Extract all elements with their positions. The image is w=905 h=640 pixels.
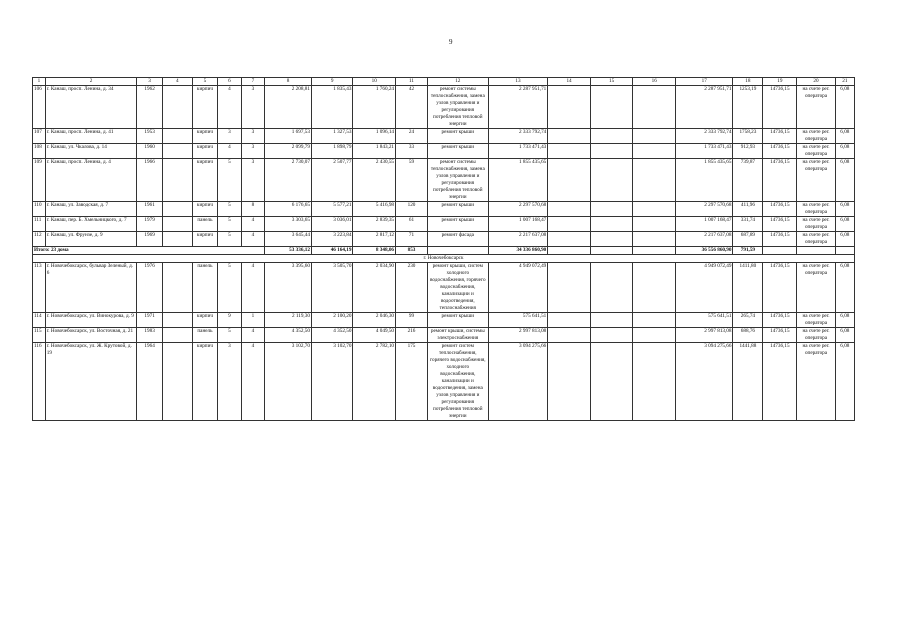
cell-works: ремонт фасада xyxy=(427,232,488,247)
cell-area-living: 3 102,70 xyxy=(311,343,353,421)
cell-c4 xyxy=(162,159,192,202)
cell-max-cost: 14736,15 xyxy=(763,202,797,217)
total-area-living: 46 164,19 xyxy=(311,247,353,255)
cell-floors: 5 xyxy=(218,159,241,202)
cell-num: 112 xyxy=(33,232,46,247)
cell-c15 xyxy=(590,263,633,313)
table-row xyxy=(33,217,855,232)
cell-c4 xyxy=(162,86,192,129)
column-number-cell: 13 xyxy=(488,78,548,86)
cell-year: 1979 xyxy=(137,217,163,232)
cell-area-total: 3 645,44 xyxy=(265,232,312,247)
cell-cost: 2 217 637,08 xyxy=(488,232,548,247)
cell-cost2: 2 997 813,08 xyxy=(676,328,733,343)
table-row xyxy=(33,328,855,343)
cell-area-total: 2 208,81 xyxy=(265,86,312,129)
cell-entrances: 3 xyxy=(241,129,264,144)
cell-address: г. Новочебоксарск, ул. Восточная, д. 21 xyxy=(45,328,137,343)
cell-cost2: 2 287 951,71 xyxy=(676,86,733,129)
total-empty xyxy=(548,247,591,255)
cell-cost: 1 855 435,65 xyxy=(488,159,548,202)
cell-works: ремонт крыши, систем холодного водоснабжения, горячего водоснабжения, канализации и водоотведения, теплоснабжения xyxy=(427,263,488,313)
cell-year-end: 6,08 xyxy=(835,129,854,144)
column-number-cell: 21 xyxy=(835,78,854,86)
total-label: Итого: 23 дома xyxy=(33,247,265,255)
cell-cost: 575 641,51 xyxy=(488,313,548,328)
cell-year-end: 6,08 xyxy=(835,202,854,217)
cell-area-res: 2 046,30 xyxy=(353,313,396,328)
cell-year-end: 6,08 xyxy=(835,343,854,421)
cell-area-total: 3 102,70 xyxy=(265,343,312,421)
cell-floors: 4 xyxy=(218,144,241,159)
cell-material: панель xyxy=(192,328,218,343)
column-number-cell: 10 xyxy=(353,78,396,86)
cell-works: ремонт систем теплоснабжения, горячего водоснабжения, холодного водоснабжения, канализации и водоотведения, замена узлов управления и регулирования потребления тепловой энергии xyxy=(427,343,488,421)
cell-cost2: 1 007 168,47 xyxy=(676,217,733,232)
column-number-cell: 16 xyxy=(633,78,676,86)
column-number-cell: 8 xyxy=(265,78,312,86)
cell-c16 xyxy=(633,202,676,217)
cell-material: кирпич xyxy=(192,232,218,247)
repair-register-table xyxy=(32,77,855,421)
cell-year: 1969 xyxy=(137,232,163,247)
table-row xyxy=(33,202,855,217)
column-number-cell: 11 xyxy=(396,78,428,86)
table-row xyxy=(33,313,855,328)
cell-works: ремонт системы теплоснабжения, замена узлов управления и регулирования потребления тепловой энергии xyxy=(427,86,488,129)
cell-area-living: 4 352,50 xyxy=(311,328,353,343)
cell-c14 xyxy=(548,313,591,328)
cell-area-res: 2 034,90 xyxy=(353,263,396,313)
cell-c4 xyxy=(162,144,192,159)
cell-c16 xyxy=(633,263,676,313)
cell-c14 xyxy=(548,202,591,217)
column-number-cell: 4 xyxy=(162,78,192,86)
cell-c14 xyxy=(548,217,591,232)
cell-area-res: 1 843,21 xyxy=(353,144,396,159)
table-row xyxy=(33,86,855,129)
column-number-cell: 15 xyxy=(590,78,633,86)
cell-max-cost: 14736,15 xyxy=(763,232,797,247)
cell-c4 xyxy=(162,313,192,328)
cell-area-total: 2 119,30 xyxy=(265,313,312,328)
cell-cost: 1 733 471,43 xyxy=(488,144,548,159)
cell-floors: 9 xyxy=(218,313,241,328)
column-number-cell: 17 xyxy=(676,78,733,86)
cell-max-cost: 14736,15 xyxy=(763,129,797,144)
cell-cost: 3 094 275,66 xyxy=(488,343,548,421)
cell-floors: 5 xyxy=(218,263,241,313)
cell-entrances: 3 xyxy=(241,86,264,129)
column-number-cell: 19 xyxy=(763,78,797,86)
cell-num: 116 xyxy=(33,343,46,421)
cell-area-res: 2 839,35 xyxy=(353,217,396,232)
cell-entrances: 1 xyxy=(241,313,264,328)
cell-year: 1971 xyxy=(137,313,163,328)
page-number: 9 xyxy=(449,38,453,46)
cell-num: 111 xyxy=(33,217,46,232)
cell-c15 xyxy=(590,217,633,232)
cell-source: на счете рег. оператора xyxy=(797,144,835,159)
cell-area-total: 2 730,07 xyxy=(265,159,312,202)
cell-entrances: 8 xyxy=(241,202,264,217)
table-row xyxy=(33,343,855,421)
column-number-cell: 9 xyxy=(311,78,353,86)
cell-area-total: 1 697,53 xyxy=(265,129,312,144)
cell-per-m2: 739,87 xyxy=(733,159,763,202)
cell-num: 114 xyxy=(33,313,46,328)
cell-floors: 3 xyxy=(218,343,241,421)
cell-num: 110 xyxy=(33,202,46,217)
cell-residents: 99 xyxy=(396,313,428,328)
cell-num: 113 xyxy=(33,263,46,313)
cell-address: г. Канаш, просп. Ленина, д. 4 xyxy=(45,159,137,202)
cell-area-res: 4 049,50 xyxy=(353,328,396,343)
cell-max-cost: 14736,15 xyxy=(763,217,797,232)
cell-cost2: 3 094 275,66 xyxy=(676,343,733,421)
cell-entrances: 4 xyxy=(241,263,264,313)
cell-per-m2: 331,74 xyxy=(733,217,763,232)
cell-entrances: 4 xyxy=(241,217,264,232)
cell-max-cost: 14736,15 xyxy=(763,159,797,202)
cell-source: на счете рег. оператора xyxy=(797,263,835,313)
cell-per-m2: 1253,19 xyxy=(733,86,763,129)
cell-source: на счете рег. оператора xyxy=(797,217,835,232)
cell-source: на счете рег. оператора xyxy=(797,86,835,129)
cell-floors: 3 xyxy=(218,129,241,144)
cell-year-end: 6,08 xyxy=(835,328,854,343)
column-number-cell: 20 xyxy=(797,78,835,86)
cell-entrances: 4 xyxy=(241,232,264,247)
cell-area-res: 5 416,98 xyxy=(353,202,396,217)
cell-source: на счете рег. оператора xyxy=(797,343,835,421)
cell-c16 xyxy=(633,343,676,421)
cell-c4 xyxy=(162,343,192,421)
cell-works: ремонт крыши xyxy=(427,217,488,232)
cell-cost2: 2 297 570,68 xyxy=(676,202,733,217)
cell-year-end: 6,08 xyxy=(835,159,854,202)
cell-residents: 216 xyxy=(396,328,428,343)
cell-area-living: 1 327,53 xyxy=(311,129,353,144)
cell-address: г. Новочебоксарск, ул. Винокурова, д. 9 xyxy=(45,313,137,328)
cell-max-cost: 14736,15 xyxy=(763,313,797,328)
cell-c4 xyxy=(162,217,192,232)
cell-c4 xyxy=(162,129,192,144)
cell-entrances: 4 xyxy=(241,343,264,421)
cell-year: 1953 xyxy=(137,129,163,144)
cell-floors: 5 xyxy=(218,328,241,343)
cell-source: на счете рег. оператора xyxy=(797,328,835,343)
cell-cost2: 2 217 637,08 xyxy=(676,232,733,247)
cell-max-cost: 14736,15 xyxy=(763,86,797,129)
cell-material: кирпич xyxy=(192,159,218,202)
total-row xyxy=(33,247,855,255)
cell-c16 xyxy=(633,159,676,202)
cell-area-res: 1 760,24 xyxy=(353,86,396,129)
cell-works: ремонт крыши, системы электроснабжения xyxy=(427,328,488,343)
column-number-cell: 12 xyxy=(427,78,488,86)
cell-material: панель xyxy=(192,263,218,313)
total-empty xyxy=(835,247,854,255)
city-section-row xyxy=(33,255,855,263)
cell-residents: 61 xyxy=(396,217,428,232)
table-row xyxy=(33,263,855,313)
cell-source: на счете рег. оператора xyxy=(797,159,835,202)
cell-source: на счете рег. оператора xyxy=(797,202,835,217)
cell-c15 xyxy=(590,144,633,159)
cell-year: 1983 xyxy=(137,328,163,343)
cell-c15 xyxy=(590,313,633,328)
cell-area-total: 2 099,79 xyxy=(265,144,312,159)
cell-cost: 2 297 570,68 xyxy=(488,202,548,217)
cell-year: 1961 xyxy=(137,202,163,217)
cell-source: на счете рег. оператора xyxy=(797,232,835,247)
cell-works: ремонт крыши xyxy=(427,144,488,159)
cell-num: 108 xyxy=(33,144,46,159)
cell-entrances: 4 xyxy=(241,328,264,343)
cell-area-total: 4 352,50 xyxy=(265,328,312,343)
cell-area-living: 3 036,01 xyxy=(311,217,353,232)
cell-c14 xyxy=(548,129,591,144)
total-empty xyxy=(763,247,797,255)
table-row xyxy=(33,144,855,159)
cell-per-m2: 688,76 xyxy=(733,328,763,343)
cell-c14 xyxy=(548,144,591,159)
cell-residents: 120 xyxy=(396,202,428,217)
cell-year: 1966 xyxy=(137,159,163,202)
cell-cost: 4 949 072,49 xyxy=(488,263,548,313)
cell-address: г. Канаш, просп. Ленина, д. 34 xyxy=(45,86,137,129)
cell-max-cost: 14736,15 xyxy=(763,144,797,159)
cell-area-living: 2 100,20 xyxy=(311,313,353,328)
cell-c15 xyxy=(590,343,633,421)
cell-year-end: 6,08 xyxy=(835,217,854,232)
cell-c14 xyxy=(548,159,591,202)
cell-year-end: 6,08 xyxy=(835,263,854,313)
cell-c16 xyxy=(633,232,676,247)
cell-area-living: 3 505,70 xyxy=(311,263,353,313)
cell-area-res: 2 817,12 xyxy=(353,232,396,247)
total-area-residential: 8 348,06 xyxy=(353,247,396,255)
cell-year-end: 6,08 xyxy=(835,313,854,328)
cell-c16 xyxy=(633,144,676,159)
cell-c14 xyxy=(548,263,591,313)
cell-c14 xyxy=(548,86,591,129)
cell-source: на счете рег. оператора xyxy=(797,313,835,328)
cell-c16 xyxy=(633,328,676,343)
cell-year: 1964 xyxy=(137,343,163,421)
cell-c15 xyxy=(590,86,633,129)
cell-c15 xyxy=(590,202,633,217)
total-empty xyxy=(590,247,633,255)
cell-floors: 5 xyxy=(218,232,241,247)
cell-material: кирпич xyxy=(192,313,218,328)
cell-material: кирпич xyxy=(192,144,218,159)
cell-cost2: 1 855 435,65 xyxy=(676,159,733,202)
cell-year: 1960 xyxy=(137,144,163,159)
cell-cost: 2 333 792,74 xyxy=(488,129,548,144)
column-number-cell: 18 xyxy=(733,78,763,86)
cell-per-m2: 912,93 xyxy=(733,144,763,159)
cell-year: 1962 xyxy=(137,86,163,129)
cell-material: кирпич xyxy=(192,343,218,421)
cell-c15 xyxy=(590,129,633,144)
cell-residents: 71 xyxy=(396,232,428,247)
column-number-cell: 14 xyxy=(548,78,591,86)
cell-year: 1976 xyxy=(137,263,163,313)
cell-area-res: 1 096,14 xyxy=(353,129,396,144)
cell-entrances: 3 xyxy=(241,159,264,202)
total-cost: 34 336 860,90 xyxy=(488,247,548,255)
cell-floors: 5 xyxy=(218,202,241,217)
cell-floors: 4 xyxy=(218,86,241,129)
cell-material: кирпич xyxy=(192,202,218,217)
cell-c15 xyxy=(590,328,633,343)
cell-address: г. Канаш, ул. Чкалова, д. 14 xyxy=(45,144,137,159)
cell-area-living: 3 223,84 xyxy=(311,232,353,247)
cell-year-end: 6,08 xyxy=(835,86,854,129)
cell-c4 xyxy=(162,202,192,217)
cell-c15 xyxy=(590,232,633,247)
cell-residents: 59 xyxy=(396,159,428,202)
cell-max-cost: 14736,15 xyxy=(763,263,797,313)
cell-per-m2: 1758,23 xyxy=(733,129,763,144)
cell-num: 107 xyxy=(33,129,46,144)
total-cost-2: 36 556 860,90 xyxy=(676,247,733,255)
cell-area-total: 3 395,60 xyxy=(265,263,312,313)
cell-c16 xyxy=(633,217,676,232)
cell-c14 xyxy=(548,232,591,247)
cell-num: 109 xyxy=(33,159,46,202)
column-number-cell: 6 xyxy=(218,78,241,86)
cell-area-total: 3 303,65 xyxy=(265,217,312,232)
cell-num: 106 xyxy=(33,86,46,129)
cell-cost2: 575 641,51 xyxy=(676,313,733,328)
cell-entrances: 3 xyxy=(241,144,264,159)
cell-per-m2: 1441,88 xyxy=(733,343,763,421)
cell-material: кирпич xyxy=(192,129,218,144)
cell-cost2: 1 733 471,43 xyxy=(676,144,733,159)
cell-c4 xyxy=(162,232,192,247)
cell-per-m2: 1411,80 xyxy=(733,263,763,313)
cell-area-res: 2 782,10 xyxy=(353,343,396,421)
cell-material: кирпич xyxy=(192,86,218,129)
cell-per-m2: 265,74 xyxy=(733,313,763,328)
column-number-cell: 5 xyxy=(192,78,218,86)
cell-area-living: 1 898,79 xyxy=(311,144,353,159)
cell-c16 xyxy=(633,86,676,129)
cell-residents: 24 xyxy=(396,129,428,144)
cell-area-living: 2 507,77 xyxy=(311,159,353,202)
table-row xyxy=(33,129,855,144)
cell-max-cost: 14736,15 xyxy=(763,343,797,421)
column-number-row xyxy=(33,78,855,86)
cell-c16 xyxy=(633,313,676,328)
cell-address: г. Канаш, ул. Заводская, д. 7 xyxy=(45,202,137,217)
cell-per-m2: 411,96 xyxy=(733,202,763,217)
cell-area-living: 1 835,43 xyxy=(311,86,353,129)
cell-address: г. Канаш, пер. Б. Хмельницкого, д. 7 xyxy=(45,217,137,232)
cell-residents: 42 xyxy=(396,86,428,129)
cell-address: г. Новочебоксарск, бульвар Зеленый, д. 6 xyxy=(45,263,137,313)
total-empty xyxy=(633,247,676,255)
table-row xyxy=(33,232,855,247)
cell-address: г. Канаш, ул. Фрунзе, д. 9 xyxy=(45,232,137,247)
cell-works: ремонт системы теплоснабжения, замена узлов управления и регулирования потребления тепловой энергии xyxy=(427,159,488,202)
cell-area-res: 2 430,55 xyxy=(353,159,396,202)
cell-c15 xyxy=(590,159,633,202)
cell-works: ремонт крыши xyxy=(427,129,488,144)
column-number-cell: 3 xyxy=(137,78,163,86)
total-area-total: 53 336,12 xyxy=(265,247,312,255)
total-empty xyxy=(427,247,488,255)
cell-source: на счете рег. оператора xyxy=(797,129,835,144)
cell-residents: 230 xyxy=(396,263,428,313)
column-number-cell: 2 xyxy=(45,78,137,86)
city-section-title: г. Новочебоксарск xyxy=(33,255,855,263)
cell-year-end: 6,08 xyxy=(835,144,854,159)
cell-c16 xyxy=(633,129,676,144)
cell-c4 xyxy=(162,263,192,313)
cell-area-total: 6 176,65 xyxy=(265,202,312,217)
cell-cost2: 2 333 792,74 xyxy=(676,129,733,144)
cell-cost: 1 007 168,47 xyxy=(488,217,548,232)
column-number-cell: 7 xyxy=(241,78,264,86)
cell-address: г. Новочебоксарск, ул. Ж. Крутовой, д. 19 xyxy=(45,343,137,421)
cell-residents: 33 xyxy=(396,144,428,159)
cell-material: панель xyxy=(192,217,218,232)
total-per-m2: 791,59 xyxy=(733,247,763,255)
cell-c14 xyxy=(548,328,591,343)
cell-year-end: 6,08 xyxy=(835,232,854,247)
cell-per-m2: 687,89 xyxy=(733,232,763,247)
cell-max-cost: 14736,15 xyxy=(763,328,797,343)
total-empty xyxy=(797,247,835,255)
cell-num: 115 xyxy=(33,328,46,343)
column-number-cell: 1 xyxy=(33,78,46,86)
cell-floors: 5 xyxy=(218,217,241,232)
cell-works: ремонт крыши xyxy=(427,202,488,217)
cell-works: ремонт крыши xyxy=(427,313,488,328)
cell-cost: 2 997 813,08 xyxy=(488,328,548,343)
cell-cost2: 4 949 072,49 xyxy=(676,263,733,313)
cell-c4 xyxy=(162,328,192,343)
cell-address: г. Канаш, просп. Ленина, д. 41 xyxy=(45,129,137,144)
table-row xyxy=(33,159,855,202)
cell-cost: 2 287 951,71 xyxy=(488,86,548,129)
total-residents: 853 xyxy=(396,247,428,255)
cell-residents: 175 xyxy=(396,343,428,421)
cell-area-living: 5 577,21 xyxy=(311,202,353,217)
cell-c14 xyxy=(548,343,591,421)
